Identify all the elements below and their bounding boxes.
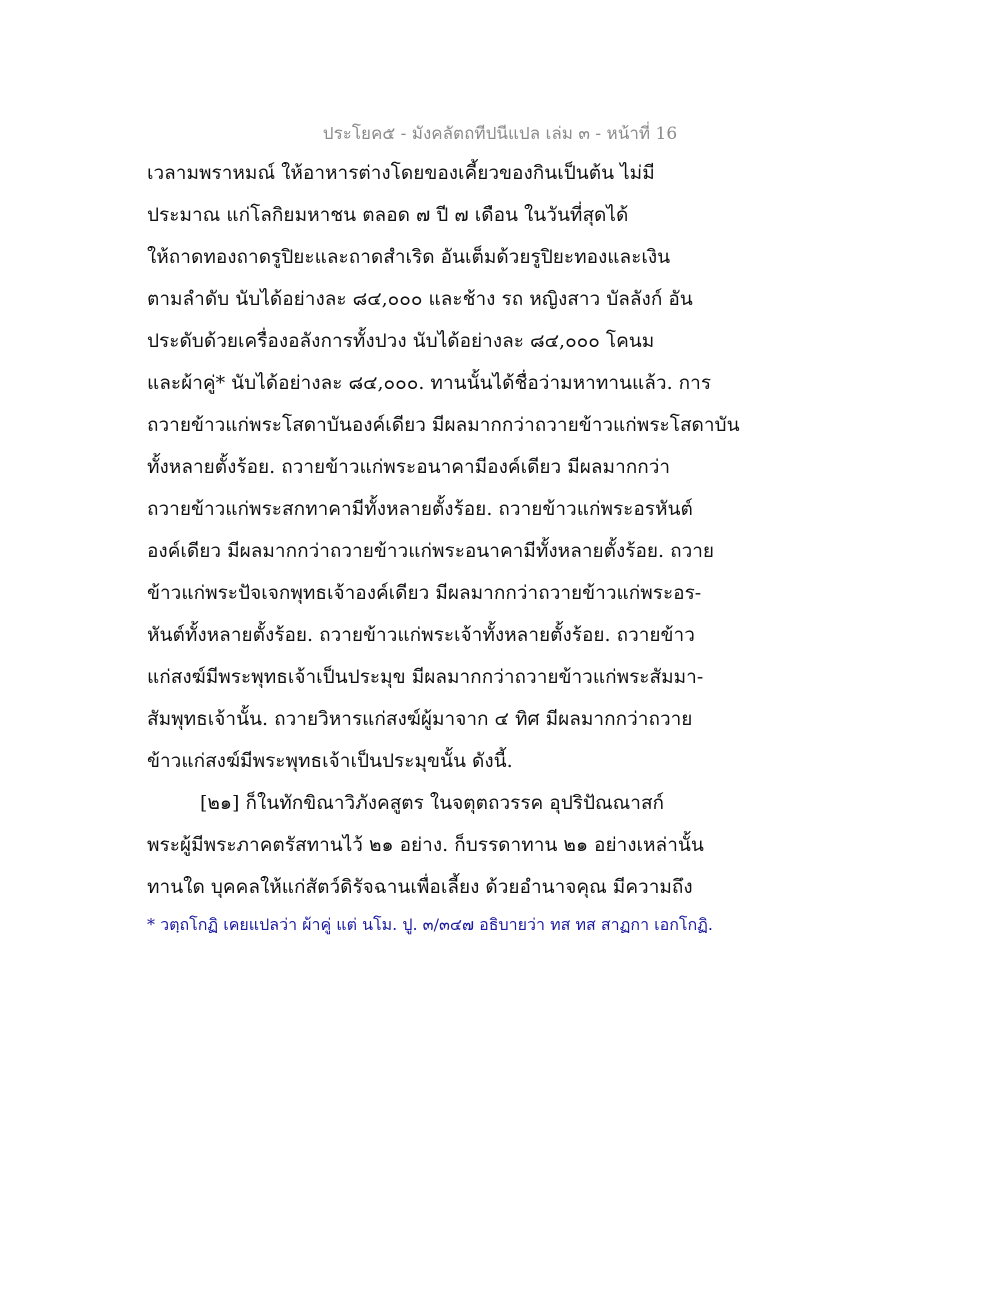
text-line: ทานใด บุคคลให้แก่สัตว์ดิรัจฉานเพื่อเลี้ยง ด้วยอำนาจคุณ มีความถึง — [147, 876, 693, 898]
page-header — [0, 120, 1000, 147]
page-header-text: ประโยค๕ - มังคลัตถทีปนีแปล เล่ม ๓ - หน้าที่ 16 — [322, 124, 678, 144]
text-line: ข้าวแก่สงฆ์มีพระพุทธเจ้าเป็นประมุขนั้น ดังนี้. — [147, 750, 513, 772]
text-line: ทั้งหลายตั้งร้อย. ถวายข้าวแก่พระอนาคามีองค์เดียว มีผลมากกว่า — [147, 456, 671, 478]
text-line: หันต์ทั้งหลายตั้งร้อย. ถวายข้าวแก่พระเจ้าทั้งหลายตั้งร้อย. ถวายข้าว — [147, 624, 695, 646]
text-line: ถวายข้าวแก่พระโสดาบันองค์เดียว มีผลมากกว่าถวายข้าวแก่พระโสดาบัน — [147, 414, 740, 436]
text-line: ประดับด้วยเครื่องอลังการทั้งปวง นับได้อย่างละ ๘๔,๐๐๐ โคนม — [147, 330, 655, 352]
text-line: ให้ถาดทองถาดรูปิยะและถาดสำเริด อันเต็มด้วยรูปิยะทองและเงิน — [147, 246, 671, 268]
text-line: ถวายข้าวแก่พระสกทาคามีทั้งหลายตั้งร้อย. ถวายข้าวแก่พระอรหันต์ — [147, 498, 693, 520]
paragraph-start-line: [๒๑] ก็ในทักขิณาวิภังคสูตร ในจตุตถวรรค อุปริปัณณาสก์ — [200, 792, 665, 814]
footnote: * วตฺถโกฏิ เคยแปลว่า ผ้าคู่ แต่ นโม. ปู. ๓/๓๔๗ อธิบายว่า ทส ทส สาฏกา เอกโกฏิ. — [147, 915, 714, 934]
text-line: และผ้าคู่* นับได้อย่างละ ๘๔,๐๐๐. ทานนั้นได้ชื่อว่ามหาทานแล้ว. การ — [147, 372, 712, 394]
text-line: ประมาณ แก่โลกิยมหาชน ตลอด ๗ ปี ๗ เดือน ในวันที่สุดได้ — [147, 204, 629, 226]
text-line: สัมพุทธเจ้านั้น. ถวายวิหารแก่สงฆ์ผู้มาจาก ๔ ทิศ มีผลมากกว่าถวาย — [147, 708, 693, 730]
text-line: ข้าวแก่พระปัจเจกพุทธเจ้าองค์เดียว มีผลมากกว่าถวายข้าวแก่พระอร- — [147, 582, 702, 604]
text-line: แก่สงฆ์มีพระพุทธเจ้าเป็นประมุข มีผลมากกว่าถวายข้าวแก่พระสัมมา- — [147, 666, 704, 688]
text-line: องค์เดียว มีผลมากกว่าถวายข้าวแก่พระอนาคามีทั้งหลายตั้งร้อย. ถวาย — [147, 540, 715, 562]
body-text — [147, 152, 777, 908]
text-line: พระผู้มีพระภาคตรัสทานไว้ ๒๑ อย่าง. ก็บรรดาทาน ๒๑ อย่างเหล่านั้น — [147, 834, 704, 856]
text-line: ตามลำดับ นับได้อย่างละ ๘๔,๐๐๐ และช้าง รถ หญิงสาว บัลลังก์ อัน — [147, 288, 693, 310]
text-line: เวลามพราหมณ์ ให้อาหารต่างโดยของเคี้ยวของกินเป็นต้น ไม่มี — [147, 162, 655, 184]
